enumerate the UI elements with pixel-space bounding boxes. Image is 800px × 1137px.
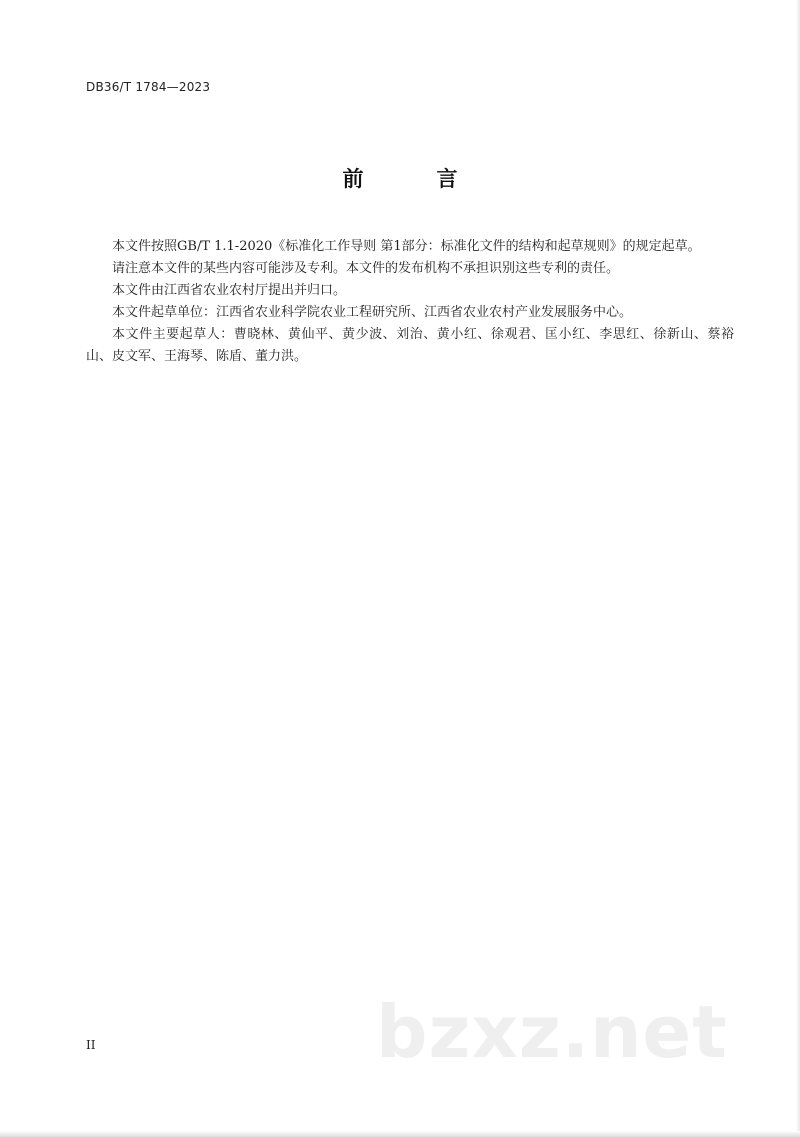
foreword-body bbox=[86, 236, 734, 368]
document-code: DB36/T 1784—2023 bbox=[86, 80, 211, 94]
page-number: II bbox=[86, 1038, 96, 1052]
paragraph-drafting-units: 本文件起草单位：江西省农业科学院农业工程研究所、江西省农业农村产业发展服务中心。 bbox=[112, 305, 633, 320]
watermark: bzxz.net bbox=[376, 990, 728, 1074]
paragraph-standard-basis: 本文件按照GB/T 1.1-2020《标准化工作导则 第1部分：标准化文件的结构和起草规则》的规定起草。 bbox=[112, 239, 701, 254]
page-bottom-edge bbox=[0, 1131, 800, 1137]
paragraph-drafters: 本文件主要起草人：曹晓林、黄仙平、黄少波、刘治、黄小红、徐观君、匡小红、李思红、徐新山、蔡裕山、皮文军、王海琴、陈盾、董力洪。 bbox=[86, 327, 734, 364]
paragraph-patent-notice: 请注意本文件的某些内容可能涉及专利。本文件的发布机构不承担识别这些专利的责任。 bbox=[112, 261, 620, 276]
section-title: 前 言 bbox=[342, 167, 484, 191]
paragraph-proposer: 本文件由江西省农业农村厅提出并归口。 bbox=[112, 283, 347, 298]
